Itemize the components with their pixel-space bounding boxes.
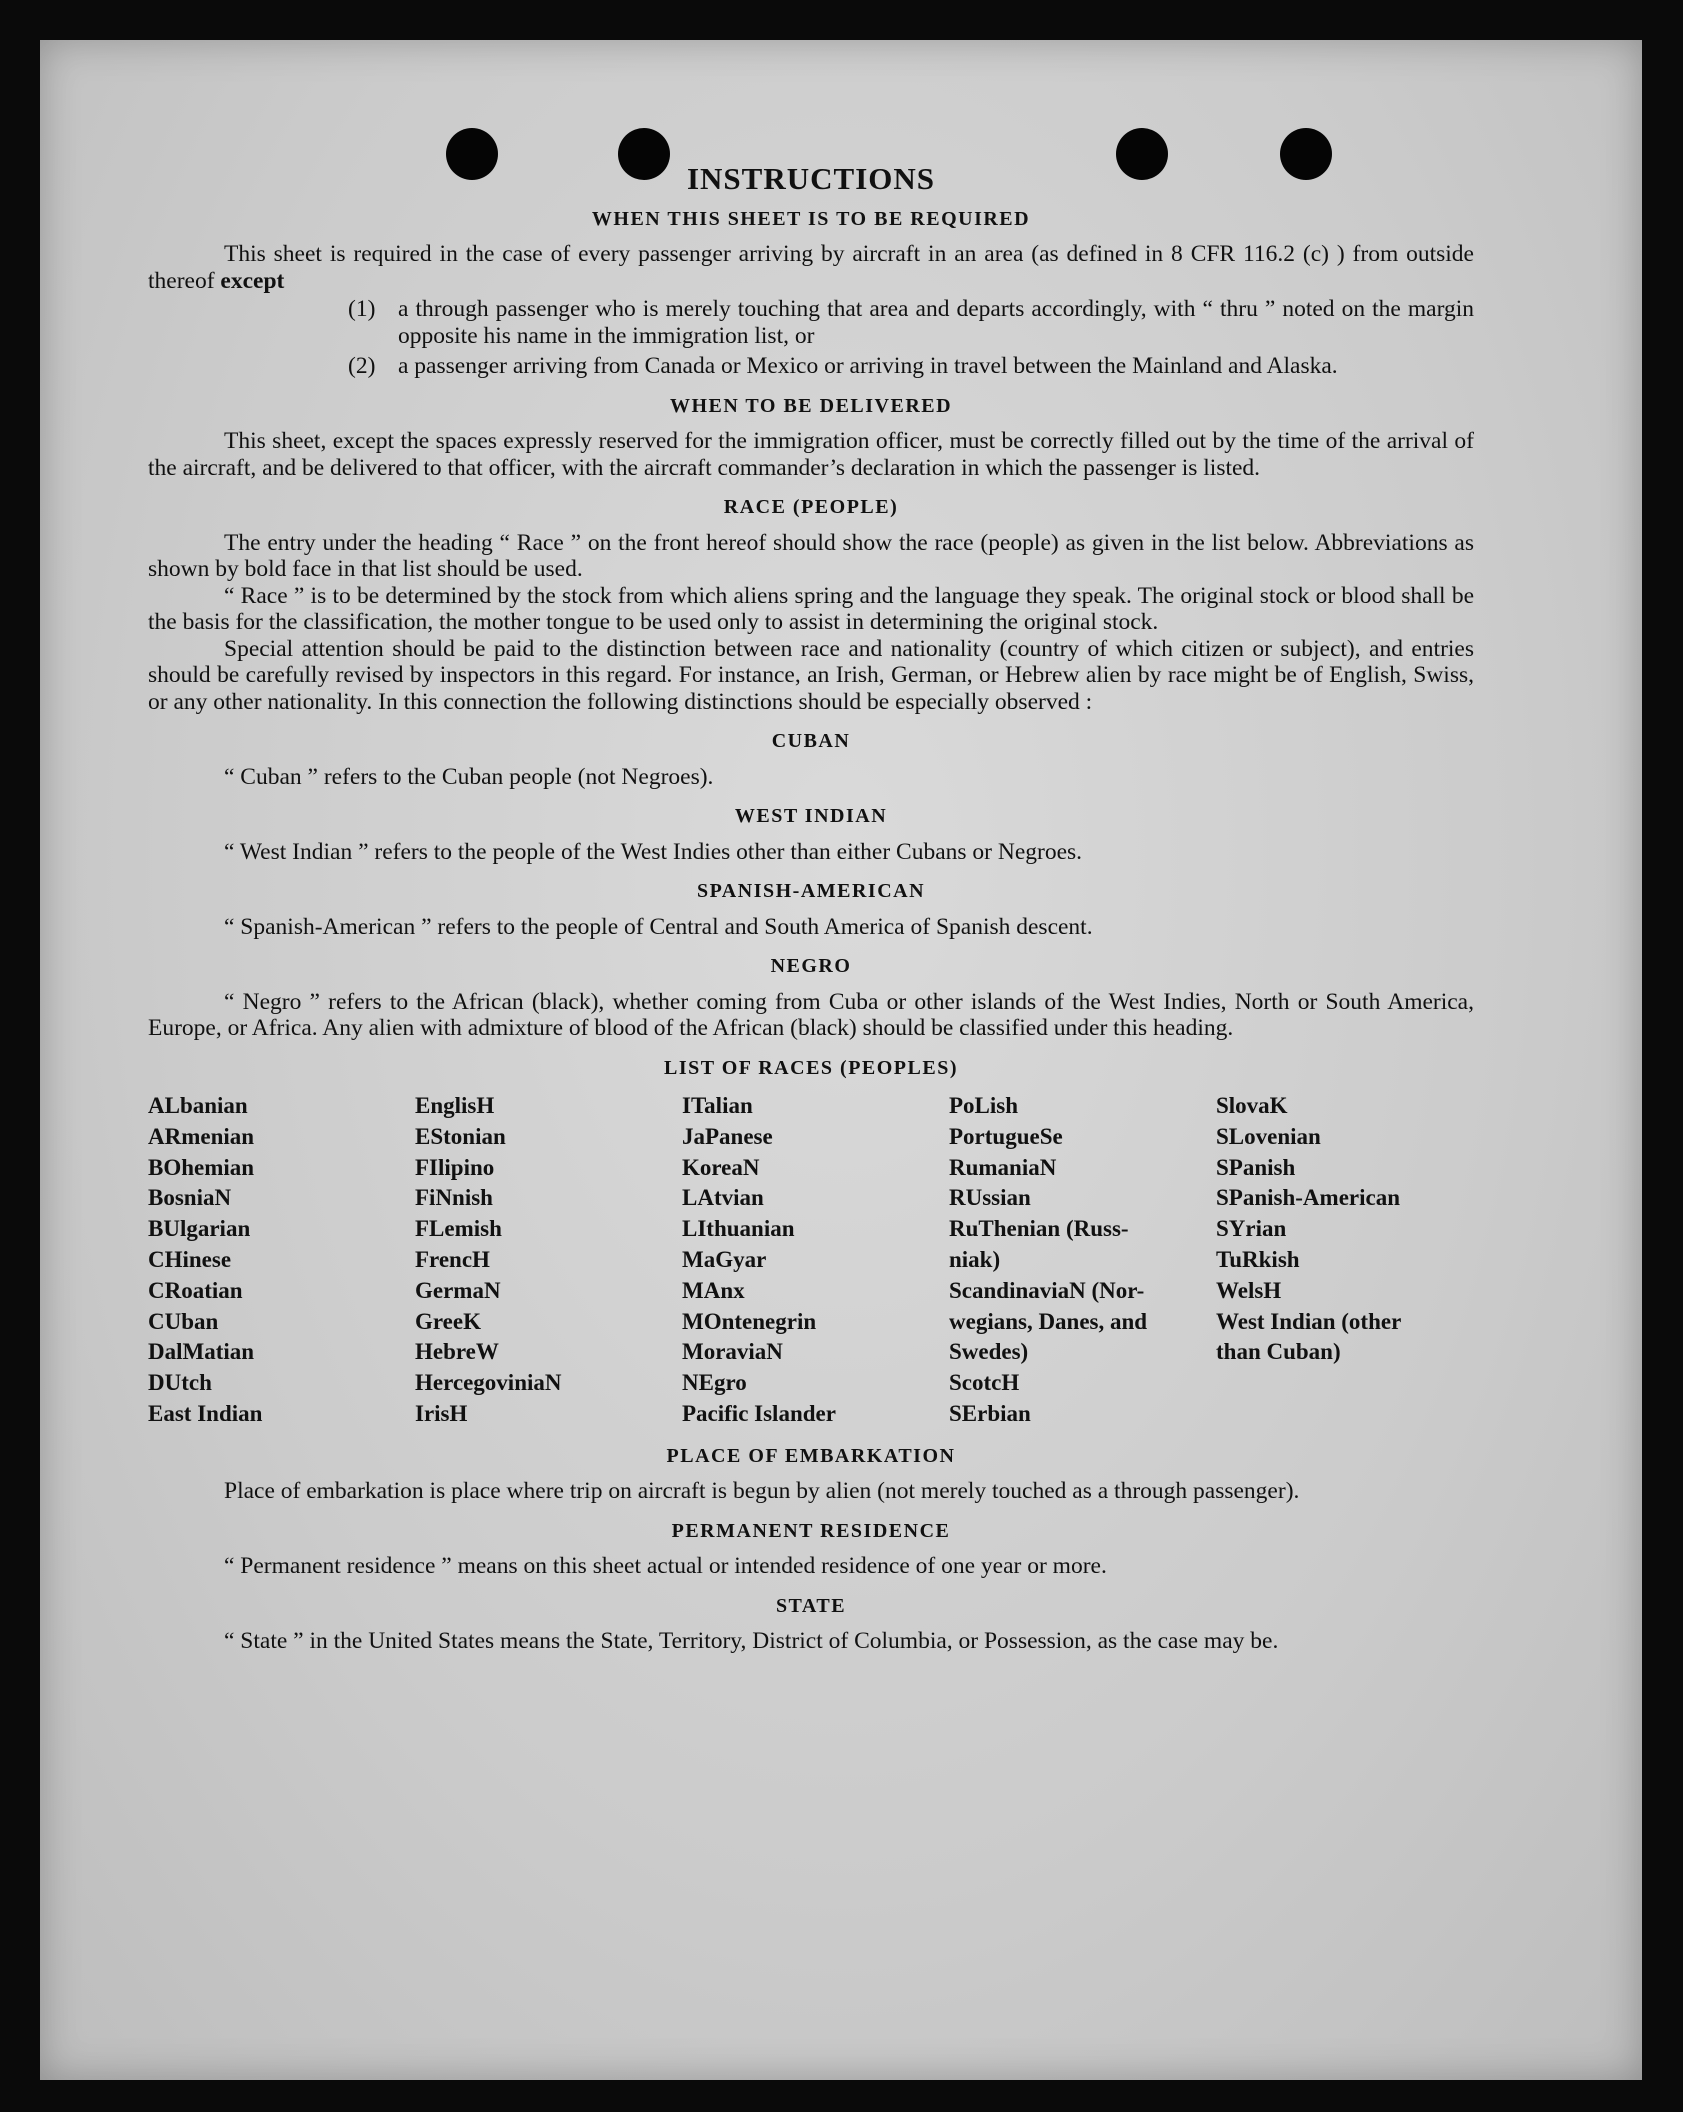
west-indian-text: “ West Indian ” refers to the people of the West Indies other than either Cubans or Negroes. — [224, 838, 1083, 865]
when-delivered-text: This sheet, except the spaces expressly reserved for the immigration officer, must be correctly filled out by the time of the arrival of the aircraft, and be delivered to that officer, with the aircraft commander’s declaration in which the passenger is listed. — [148, 428, 1474, 481]
race-entry: SLovenian — [1216, 1123, 1321, 1149]
race-entry: PoLish — [949, 1093, 1019, 1118]
races-column-2 — [415, 1091, 682, 1430]
race-paragraph-3: Special attention should be paid to the distinction between race and nationality (country of which citizen or subject), and entries should be carefully revised by inspectors in this regard. For instance, an Irish, German, or Hebrew alien by race might be of English, Swiss, or any other nationality. In this connection the following distinctions should be especially observed : — [148, 635, 1474, 715]
race-entry: MoraviaN — [682, 1339, 783, 1365]
section-heading-race: RACE (PEOPLE) — [723, 496, 899, 518]
spanish-american-text: “ Spanish-American ” refers to the people of Central and South America of Spanish descent. — [224, 913, 1093, 940]
race-entry: FLemish — [415, 1216, 502, 1242]
race-entry: MaGyar — [682, 1246, 767, 1272]
race-entry: BUlgarian — [148, 1216, 251, 1242]
exception-item-2: (2) a passenger arriving from Canada or Mexico or arriving in travel between the Mainland and Alaska. — [348, 353, 1338, 379]
race-entry: GermaN — [415, 1277, 501, 1303]
race-entry: SlovaK — [1216, 1093, 1288, 1118]
race-entry: DalMatian — [148, 1339, 255, 1365]
race-entry: EStonian — [415, 1123, 506, 1149]
race-entry: ScandinaviaN (Nor-wegians, Danes, and Swedes) — [949, 1277, 1148, 1365]
cuban-text: “ Cuban ” refers to the Cuban people (not Negroes). — [224, 763, 714, 790]
races-list — [148, 1091, 1474, 1430]
section-heading-negro: NEGRO — [770, 955, 852, 977]
race-entry: CUban — [148, 1308, 219, 1334]
race-entry: Pacific Islander — [682, 1400, 836, 1426]
race-entry: BosniaN — [148, 1185, 232, 1211]
race-entry: ARmenian — [148, 1123, 255, 1149]
race-entry: HercegoviniaN — [415, 1370, 562, 1396]
race-entry: HebreW — [415, 1339, 499, 1365]
races-column-4 — [949, 1091, 1216, 1430]
race-entry: SPanish — [1216, 1154, 1296, 1180]
race-entry: KoreaN — [682, 1154, 760, 1180]
race-entry: RUssian — [949, 1185, 1031, 1211]
race-entry: LIthuanian — [682, 1216, 795, 1242]
race-entry: DUtch — [148, 1370, 212, 1396]
races-column-5 — [1216, 1091, 1474, 1430]
races-column-1 — [148, 1091, 415, 1430]
state-text: “ State ” in the United States means the State, Territory, District of Columbia, or Possession, as the case may be. — [224, 1628, 1279, 1655]
section-heading-spanish-american: SPANISH-AMERICAN — [696, 880, 926, 902]
race-entry: GreeK — [415, 1308, 481, 1334]
race-entry: MOntenegrin — [682, 1308, 817, 1334]
race-entry: RuThenian (Russ-niak) — [949, 1216, 1129, 1272]
race-entry: LAtvian — [682, 1185, 764, 1211]
race-paragraph-2: “ Race ” is to be determined by the stock from which aliens spring and the language they speak. The original stock or blood shall be the basis for the classification, the mother tongue to be used only to assist in determining the original stock. — [148, 582, 1474, 635]
race-entry: WelsH — [1216, 1277, 1282, 1303]
race-entry: RumaniaN — [949, 1154, 1057, 1180]
races-column-3 — [682, 1091, 949, 1430]
race-entry: JaPanese — [682, 1123, 773, 1149]
section-heading-when-delivered: WHEN TO BE DELIVERED — [669, 394, 953, 417]
when-required-intro: This sheet is required in the case of every passenger arriving by aircraft in an area (as defined in 8 CFR 116.2 (c) ) from outside thereof except — [148, 241, 1474, 294]
race-entry: SPanish-American — [1216, 1185, 1400, 1211]
race-entry: ITalian — [682, 1093, 753, 1118]
race-entry: ALbanian — [148, 1093, 248, 1118]
race-entry: NEgro — [682, 1370, 747, 1396]
race-entry: SYrian — [1216, 1216, 1287, 1242]
section-heading-west-indian: WEST INDIAN — [734, 805, 888, 827]
race-entry: BOhemian — [148, 1154, 255, 1180]
race-entry: SErbian — [949, 1400, 1031, 1426]
section-heading-state: STATE — [775, 1594, 847, 1617]
section-heading-residence: PERMANENT RESIDENCE — [671, 1519, 951, 1542]
race-entry: FrencH — [415, 1246, 490, 1272]
race-entry: EnglisH — [415, 1093, 495, 1118]
race-entry: CHinese — [148, 1246, 232, 1272]
race-entry: FIlipino — [415, 1154, 495, 1180]
race-entry: West Indian (other than Cuban) — [1216, 1308, 1401, 1365]
race-entry: IrisH — [415, 1400, 468, 1426]
race-entry: ScotcH — [949, 1370, 1020, 1396]
race-entry: FiNnish — [415, 1185, 493, 1211]
negro-text: “ Negro ” refers to the African (black), whether coming from Cuba or other islands of the West Indies, North or South America, Europe, or Africa. Any alien with admixture of blood of the African (black) should be classified under this heading. — [148, 988, 1474, 1041]
section-heading-embarkation: PLACE OF EMBARKATION — [666, 1444, 956, 1467]
race-entry: East Indian — [148, 1400, 263, 1426]
section-heading-cuban: CUBAN — [771, 730, 851, 752]
race-entry: PortugueSe — [949, 1123, 1063, 1149]
page-title: INSTRUCTIONS — [686, 161, 935, 196]
section-heading-list-of-races: LIST OF RACES (PEOPLES) — [663, 1056, 958, 1079]
section-heading-when-required: WHEN THIS SHEET IS TO BE REQUIRED — [591, 207, 1031, 230]
embarkation-text: Place of embarkation is place where trip on aircraft is begun by alien (not merely touched as a through passenger). — [224, 1478, 1300, 1505]
residence-text: “ Permanent residence ” means on this sheet actual or intended residence of one year or more. — [224, 1553, 1107, 1580]
instructions-body — [148, 158, 1474, 1655]
race-entry: MAnx — [682, 1277, 745, 1303]
race-entry: TuRkish — [1216, 1246, 1300, 1272]
race-paragraph-1: The entry under the heading “ Race ” on the front hereof should show the race (people) as given in the list below. Abbreviations as shown by bold face in that list should be used. — [148, 529, 1474, 582]
race-entry: CRoatian — [148, 1277, 243, 1303]
exception-item-1: (1) a through passenger who is merely touching that area and departs accordingly, with “ thru ” noted on the margin opposite his name in the immigration list, or — [348, 296, 1474, 349]
